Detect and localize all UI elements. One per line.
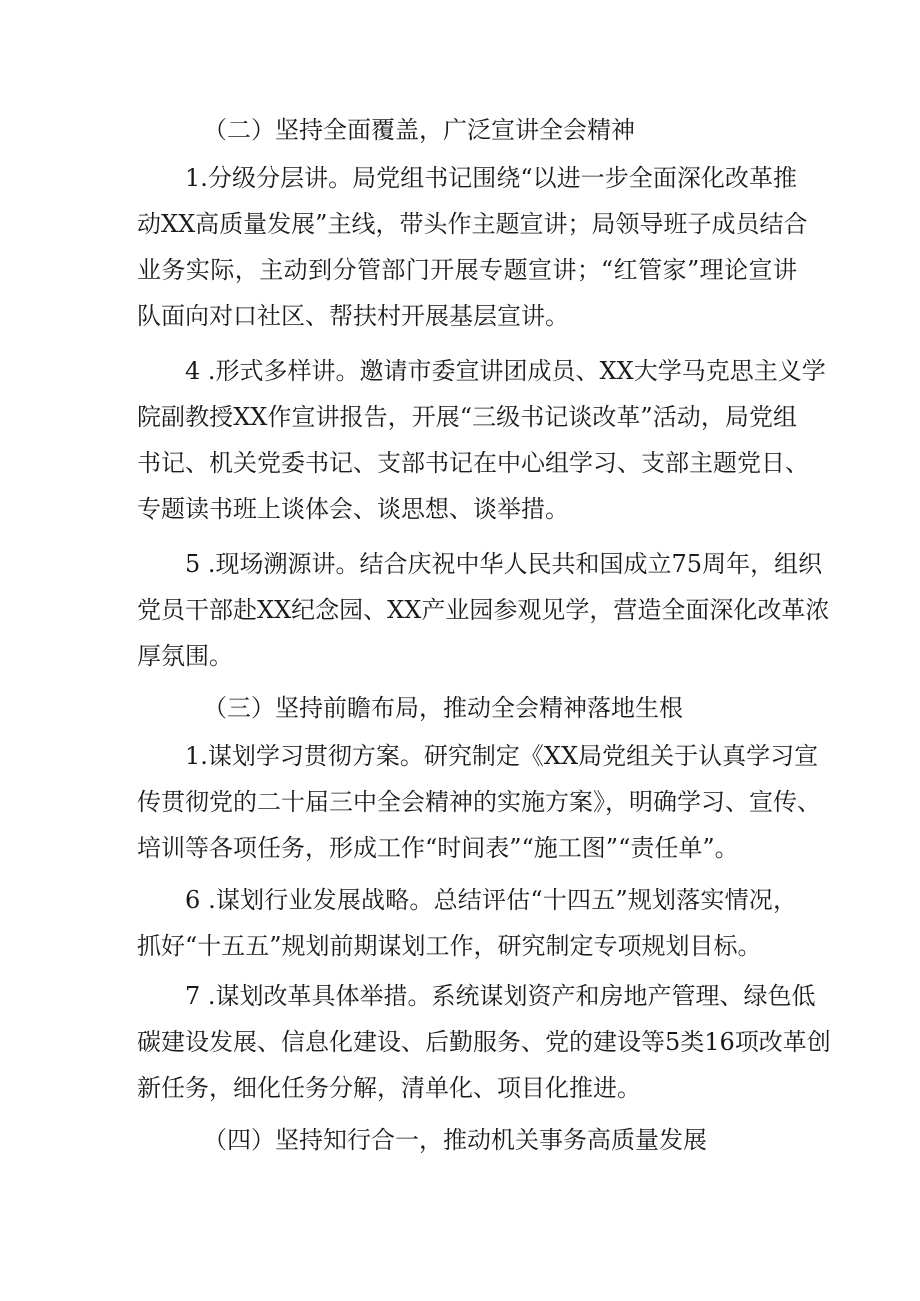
paragraph-line: 党员干部赴XX纪念园、XX产业园参观见学，营造全面深化改革浓 [137, 596, 830, 624]
paragraph-line: 1.分级分层讲。局党组书记围绕“以进一步全面深化改革推 [185, 164, 797, 192]
paragraph-line: 业务实际，主动到分管部门开展专题宣讲；“红管家”理论宣讲 [137, 256, 797, 284]
paragraph-line: 队面向对口社区、帮扶村开展基层宣讲。 [137, 302, 569, 330]
paragraph-line: 厚氛围。 [137, 642, 233, 670]
paragraph-line: 培训等各项任务，形成工作“时间表”“施工图”“责任单”。 [137, 834, 739, 862]
paragraph-onsite-lectures [137, 541, 830, 679]
paragraph-reform-measures [137, 973, 831, 1111]
paragraph-development-strategy [137, 877, 797, 969]
paragraph-line: 4 .形式多样讲。邀请市委宣讲团成员、XX大学马克思主义学 [185, 357, 826, 385]
paragraph-line: 5 .现场溯源讲。结合庆祝中华人民共和国成立75周年，组织 [185, 550, 823, 578]
paragraph-tiered-lectures [137, 155, 808, 339]
paragraph-line: 碳建设发展、信息化建设、后勤服务、党的建设等5类16项改革创 [137, 1028, 831, 1056]
paragraph-study-plan [137, 733, 821, 871]
section-heading-4: （四）坚持知行合一，推动机关事务高质量发展 [203, 1126, 707, 1154]
paragraph-line: 1.谋划学习贯彻方案。研究制定《XX局党组关于认真学习宣 [185, 742, 819, 770]
paragraph-line: 7 .谋划改革具体举措。系统谋划资产和房地产管理、绿色低 [185, 982, 816, 1010]
section-heading-2: （二）坚持全面覆盖，广泛宣讲全会精神 [203, 116, 635, 144]
paragraph-line: 专题读书班上谈体会、谈思想、谈举措。 [137, 495, 569, 523]
paragraph-line: 新任务，细化任务分解，清单化、项目化推进。 [137, 1074, 641, 1102]
section-heading-3: （三）坚持前瞻布局，推动全会精神落地生根 [203, 694, 683, 722]
paragraph-diverse-lectures [137, 348, 826, 532]
paragraph-line: 6 .谋划行业发展战略。总结评估“十四五”规划落实情况， [185, 886, 797, 914]
paragraph-line: 动XX高质量发展”主线，带头作主题宣讲；局领导班子成员结合 [137, 210, 808, 238]
paragraph-line: 书记、机关党委书记、支部书记在中心组学习、支部主题党日、 [137, 449, 809, 477]
paragraph-line: 院副教授XX作宣讲报告，开展“三级书记谈改革”活动，局党组 [137, 403, 797, 431]
paragraph-line: 传贯彻党的二十届三中全会精神的实施方案》，明确学习、宣传、 [137, 788, 821, 816]
paragraph-line: 抓好“十五五”规划前期谋划工作，研究制定专项规划目标。 [137, 932, 762, 960]
